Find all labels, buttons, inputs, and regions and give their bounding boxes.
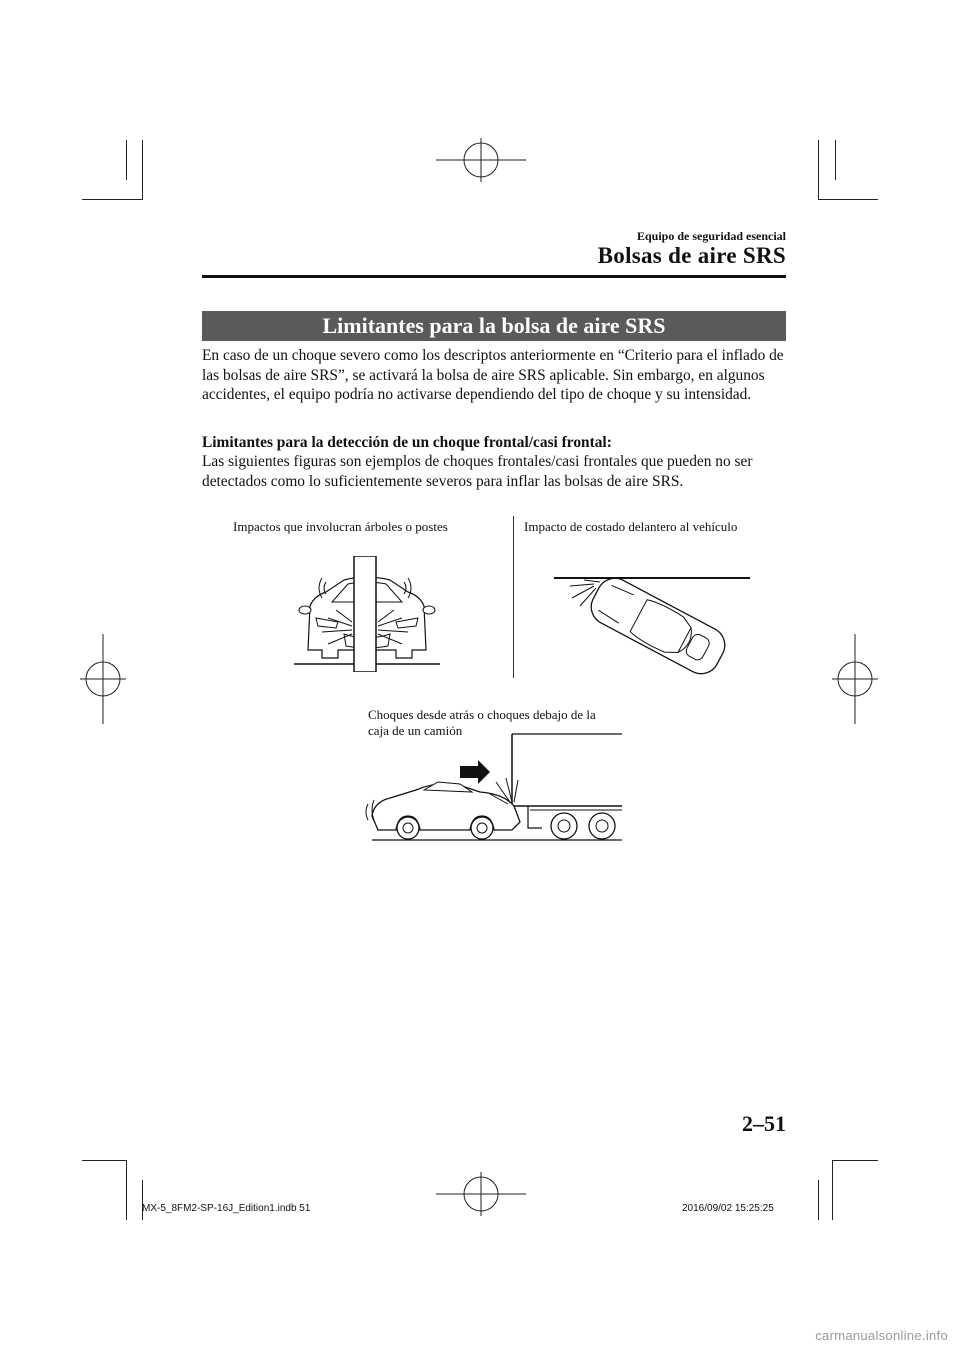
figure-divider (513, 516, 514, 678)
registration-target-icon (832, 634, 878, 724)
header-divider (202, 275, 786, 278)
registration-target-icon (80, 634, 126, 724)
footer-file-info: MX-5_8FM2-SP-16J_Edition1.indb 51 (142, 1203, 311, 1214)
watermark: carmanualsonline.info (815, 1328, 948, 1343)
caption-pole-impact: Impactos que involucran árboles o postes (233, 519, 448, 534)
side-impact-illustration (554, 572, 750, 676)
registration-target-icon (436, 1172, 526, 1216)
header-title: Bolsas de aire SRS (597, 243, 786, 268)
page-number: 2–51 (742, 1111, 786, 1136)
caption-side-impact: Impacto de costado delantero al vehículo (524, 519, 738, 534)
subheading-body: Las siguientes figuras son ejemplos de choques frontales/casi frontales que pueden no ser detectados como lo suficientemente severos para inflar las bolsas de aire SRS. (202, 453, 753, 490)
pole-impact-illustration (292, 556, 442, 672)
caption-truck-line2: caja de un camión (368, 723, 463, 738)
caption-truck-line1: Choques desde atrás o choques debajo de la (368, 707, 596, 722)
intro-paragraph: En caso de un choque severo como los descriptos anteriormente en “Criterio para el inflado de las bolsas de aire SRS”, se activará la bolsa de aire SRS aplicable. Sin embargo, en algunos accidentes, el equipo podría no activarse dependiendo del tipo de choque y su intensidad. (202, 347, 784, 403)
section-heading: Limitantes para la bolsa de aire SRS (202, 311, 786, 341)
header-section-label: Equipo de seguridad esencial (636, 229, 786, 243)
footer-timestamp: 2016/09/02 15:25:25 (682, 1203, 774, 1214)
registration-target-icon (436, 138, 526, 182)
truck-underride-illustration (364, 732, 626, 846)
subheading: Limitantes para la detección de un choque frontal/casi frontal: (202, 434, 612, 451)
